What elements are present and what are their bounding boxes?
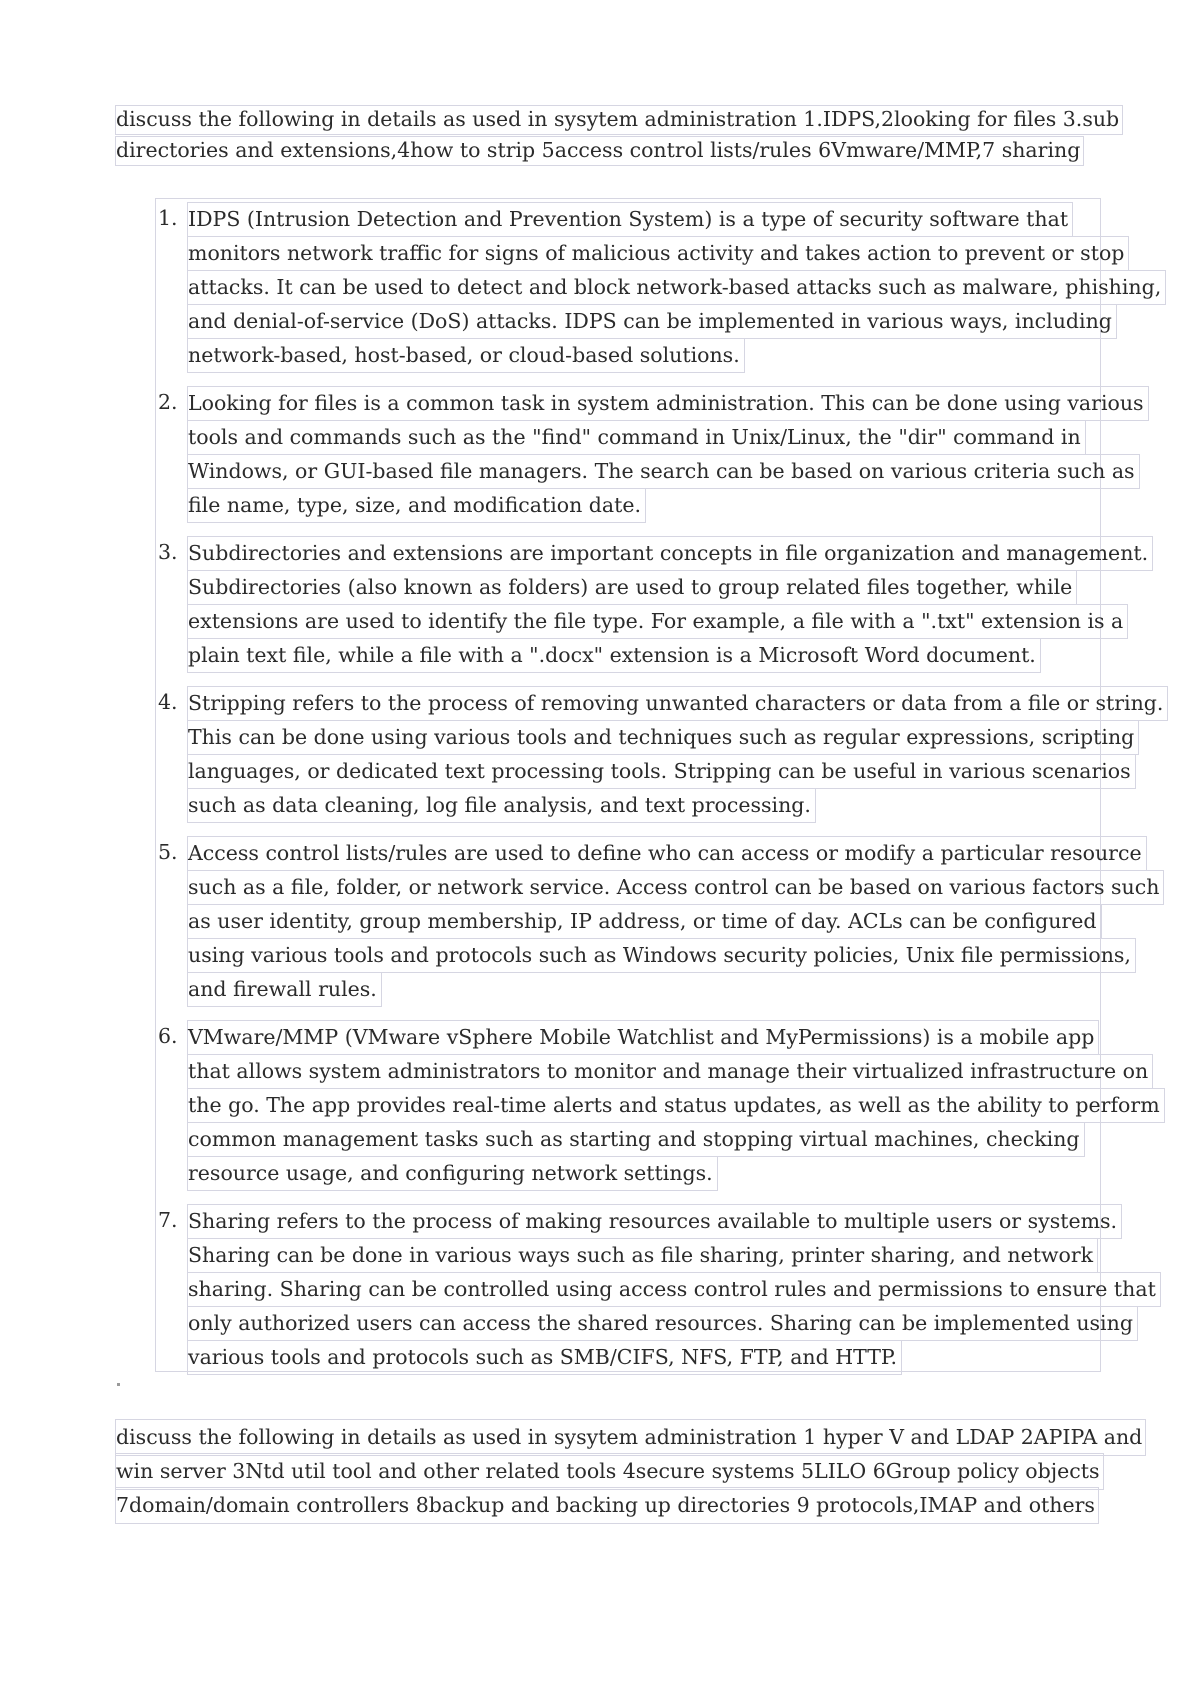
answer-line: Stripping refers to the process of removing unwanted characters or data from a file or string. xyxy=(187,686,1168,721)
list-item-looking-for-files xyxy=(155,386,1144,522)
answer-line: tools and commands such as the "find" command in Unix/Linux, the "dir" command in xyxy=(187,420,1086,455)
list-item-subdirectories xyxy=(155,536,1149,672)
answer-line: such as a file, folder, or network service. Access control can be based on various factors such xyxy=(187,870,1164,905)
list-item-number: 5. xyxy=(158,840,178,864)
answer-line: IDPS (Intrusion Detection and Prevention System) is a type of security software that xyxy=(187,202,1073,237)
answer-line: Subdirectories (also known as folders) are used to group related files together, while xyxy=(187,570,1077,605)
list-item-idps xyxy=(155,202,1162,372)
answer-line: Windows, or GUI-based file managers. The search can be based on various criteria such as xyxy=(187,454,1140,489)
answer-line: various tools and protocols such as SMB/CIFS, NFS, FTP, and HTTP. xyxy=(187,1340,902,1375)
answer-line: Sharing refers to the process of making resources available to multiple users or systems. xyxy=(187,1204,1122,1239)
question-2-line: discuss the following in details as used in sysytem administration 1 hyper V and LDAP 2APIPA and xyxy=(115,1419,1146,1456)
question-1-line: discuss the following in details as used in sysytem administration 1.IDPS,2looking for files 3.sub xyxy=(115,105,1123,135)
answer-line: VMware/MMP (VMware vSphere Mobile Watchlist and MyPermissions) is a mobile app xyxy=(187,1020,1099,1055)
list-item-number: 3. xyxy=(158,540,178,564)
answer-line: that allows system administrators to monitor and manage their virtualized infrastructure on xyxy=(187,1054,1153,1089)
list-item-number: 6. xyxy=(158,1024,178,1048)
answer-line: such as data cleaning, log file analysis, and text processing. xyxy=(187,788,816,823)
answer-line: extensions are used to identify the file type. For example, a file with a ".txt" extension is a xyxy=(187,604,1128,639)
list-item-number: 1. xyxy=(158,206,178,230)
list-item-number: 2. xyxy=(158,390,178,414)
answer-line: Access control lists/rules are used to define who can access or modify a particular resource xyxy=(187,836,1147,871)
list-item-stripping xyxy=(155,686,1164,822)
answer-line: common management tasks such as starting and stopping virtual machines, checking xyxy=(187,1122,1085,1157)
answer-line: network-based, host-based, or cloud-based solutions. xyxy=(187,338,745,373)
list-item-access-control xyxy=(155,836,1160,1006)
list-item-number: 7. xyxy=(158,1208,178,1232)
answer-line: only authorized users can access the shared resources. Sharing can be implemented using xyxy=(187,1306,1138,1341)
answer-line: sharing. Sharing can be controlled using access control rules and permissions to ensure that xyxy=(187,1272,1161,1307)
question-1-line: directories and extensions,4how to strip 5access control lists/rules 6Vmware/MMP,7 sharing xyxy=(115,136,1084,166)
answer-line: monitors network traffic for signs of malicious activity and takes action to prevent or stop xyxy=(187,236,1129,271)
list-item-vmware-mmp xyxy=(155,1020,1160,1190)
stray-mark xyxy=(117,1383,120,1386)
answer-line: resource usage, and configuring network settings. xyxy=(187,1156,718,1191)
answer-line: languages, or dedicated text processing tools. Stripping can be useful in various scenarios xyxy=(187,754,1136,789)
answer-line: plain text file, while a file with a ".docx" extension is a Microsoft Word document. xyxy=(187,638,1041,673)
answer-line: Looking for files is a common task in system administration. This can be done using various xyxy=(187,386,1149,421)
answer-list xyxy=(155,202,1164,1388)
list-item-number: 4. xyxy=(158,690,178,714)
question-2-line: win server 3Ntd util tool and other related tools 4secure systems 5LILO 6Group policy objects xyxy=(115,1453,1104,1490)
question-2-line: 7domain/domain controllers 8backup and backing up directories 9 protocols,IMAP and others xyxy=(115,1487,1099,1524)
list-item-sharing xyxy=(155,1204,1156,1374)
answer-line: the go. The app provides real-time alerts and status updates, as well as the ability to perform xyxy=(187,1088,1165,1123)
answer-line: Subdirectories and extensions are important concepts in file organization and management. xyxy=(187,536,1153,571)
answer-line: using various tools and protocols such as Windows security policies, Unix file permissions, xyxy=(187,938,1136,973)
answer-line: file name, type, size, and modification date. xyxy=(187,488,646,523)
answer-line: attacks. It can be used to detect and block network-based attacks such as malware, phishing, xyxy=(187,270,1166,305)
question-1-paragraph xyxy=(115,105,1120,167)
question-2-paragraph xyxy=(115,1419,1143,1521)
answer-line: as user identity, group membership, IP address, or time of day. ACLs can be configured xyxy=(187,904,1102,939)
answer-line: This can be done using various tools and techniques such as regular expressions, scripting xyxy=(187,720,1139,755)
answer-line: and firewall rules. xyxy=(187,972,382,1007)
answer-line: and denial-of-service (DoS) attacks. IDPS can be implemented in various ways, including xyxy=(187,304,1117,339)
answer-line: Sharing can be done in various ways such as file sharing, printer sharing, and network xyxy=(187,1238,1098,1273)
